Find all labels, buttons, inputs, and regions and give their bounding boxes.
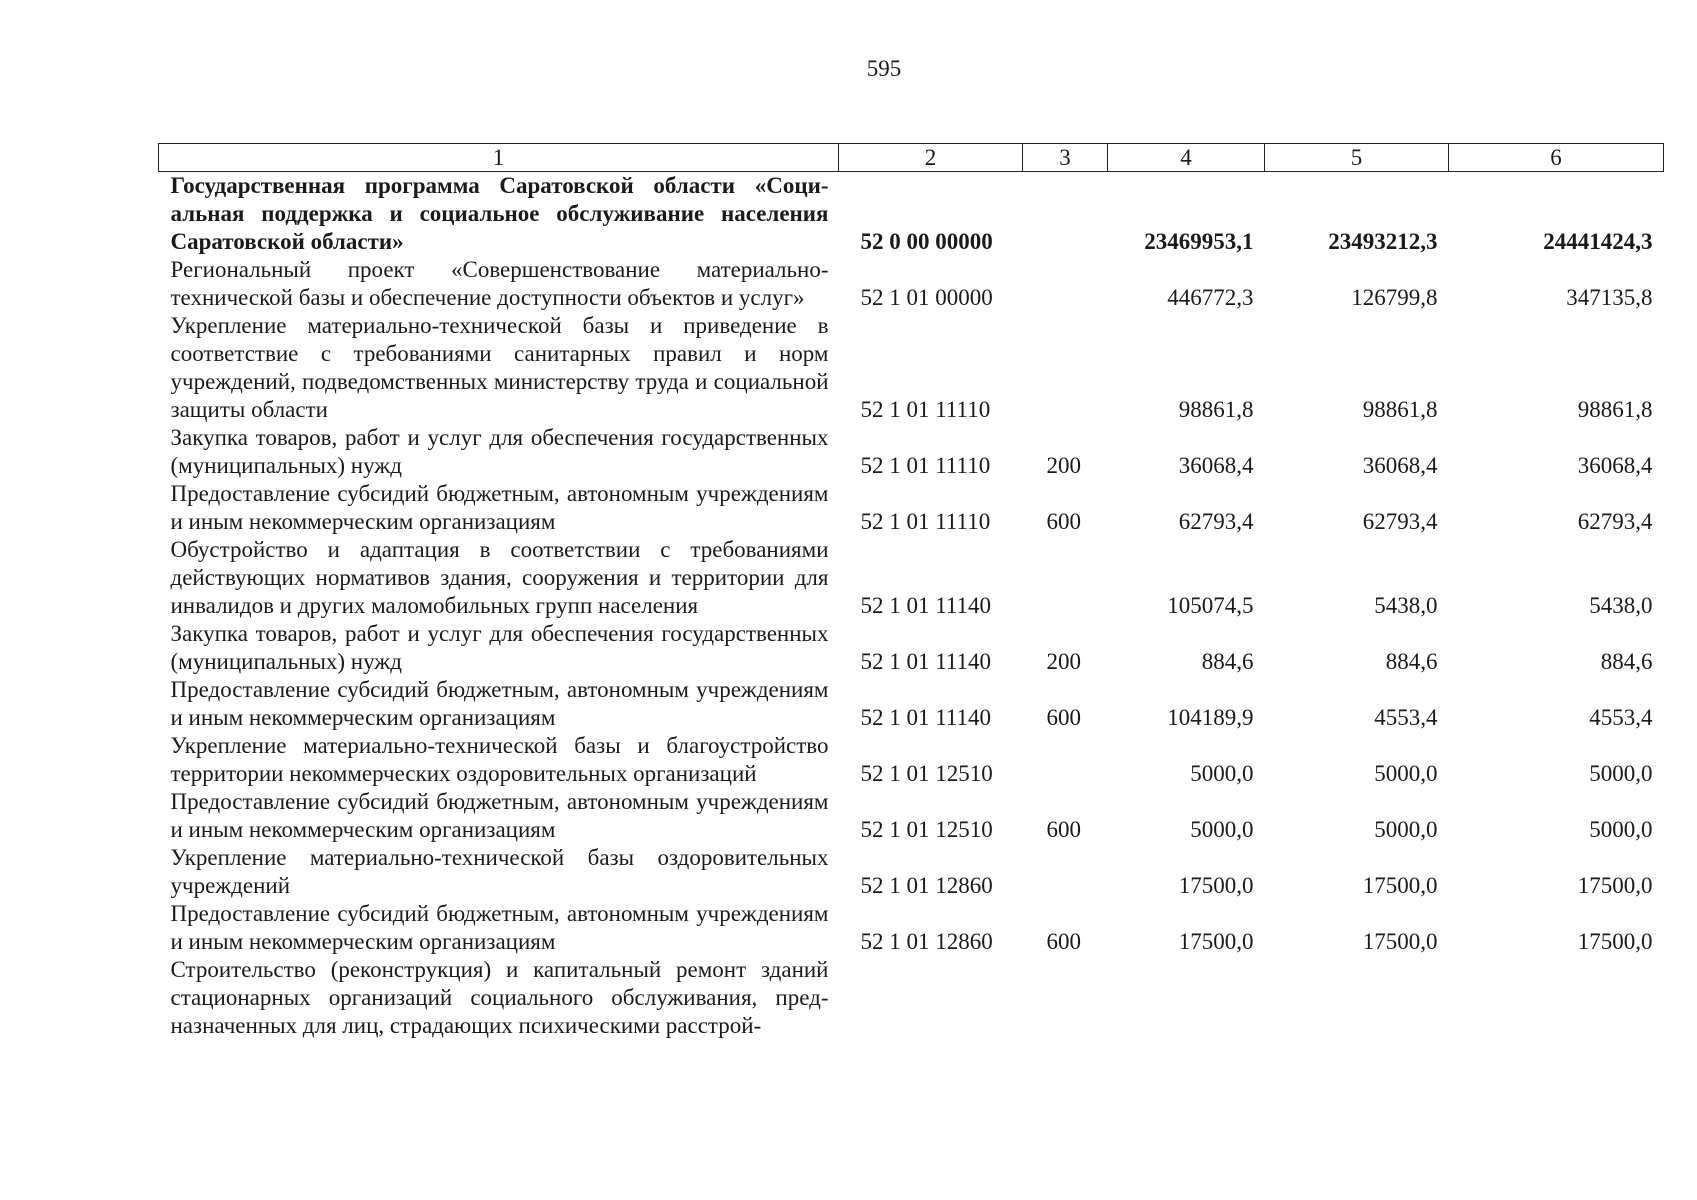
table-row xyxy=(159,312,1664,424)
row-value-col5: 17500,0 xyxy=(1362,929,1438,954)
row-value-col6 xyxy=(1449,956,1664,1040)
row-value-col4 xyxy=(1108,956,1265,1040)
table-header-row xyxy=(159,144,1664,172)
row-name: Предоставление субсидий бюджетным, автономным учреждениям и иным некоммерческим организациям xyxy=(170,481,829,534)
row-value-col4: 36068,4 xyxy=(1178,453,1254,478)
row-value-col4: 23469953,1 xyxy=(1144,229,1254,254)
row-expense-type xyxy=(1023,312,1108,424)
row-code: 52 1 01 00000 xyxy=(860,285,993,310)
row-value-col5: 17500,0 xyxy=(1362,873,1438,898)
row-value-col6: 5000,0 xyxy=(1589,761,1653,786)
row-expense-type xyxy=(1023,732,1108,788)
row-expense-type xyxy=(1023,536,1108,620)
table-row xyxy=(159,676,1664,732)
row-value-col4: 884,6 xyxy=(1201,649,1254,674)
row-value-col4: 104189,9 xyxy=(1167,705,1254,730)
row-value-col6: 4553,4 xyxy=(1589,705,1653,730)
row-code: 52 1 01 12510 xyxy=(860,817,993,842)
row-value-col5: 98861,8 xyxy=(1362,397,1438,422)
row-expense-type xyxy=(1023,844,1108,900)
row-code: 52 1 01 12860 xyxy=(860,873,993,898)
row-name: Предоставление субсидий бюджетным, автономным учреждениям и иным некоммерческим организациям xyxy=(170,677,829,730)
row-name: Предоставление субсидий бюджетным, автономным учреждениям и иным некоммерческим организациям xyxy=(170,901,829,954)
row-value-col4: 105074,5 xyxy=(1167,593,1254,618)
budget-table xyxy=(158,143,1664,1040)
row-expense-type: 200 xyxy=(1046,649,1081,674)
row-value-col6: 62793,4 xyxy=(1577,509,1653,534)
column-header-2: 2 xyxy=(839,144,1023,172)
table-row xyxy=(159,900,1664,956)
row-code: 52 1 01 11110 xyxy=(860,509,991,534)
row-code: 52 1 01 11140 xyxy=(860,593,992,618)
table-row xyxy=(159,844,1664,900)
row-value-col5: 126799,8 xyxy=(1351,285,1438,310)
row-value-col4: 62793,4 xyxy=(1178,509,1254,534)
row-expense-type xyxy=(1023,172,1108,257)
table-body xyxy=(159,172,1664,1041)
table-row xyxy=(159,536,1664,620)
row-expense-type: 600 xyxy=(1046,929,1081,954)
row-value-col4: 5000,0 xyxy=(1190,761,1254,786)
row-code: 52 1 01 11140 xyxy=(860,705,992,730)
page-number: 595 xyxy=(866,56,902,81)
column-header-1: 1 xyxy=(159,144,839,172)
row-value-col4: 446772,3 xyxy=(1167,285,1254,310)
row-name: Предоставление субсидий бюджетным, автономным учреждениям и иным некоммерческим организациям xyxy=(170,789,829,842)
row-value-col5: 23493212,3 xyxy=(1328,229,1438,254)
row-code: 52 1 01 12510 xyxy=(860,761,993,786)
row-expense-type: 600 xyxy=(1046,509,1081,534)
row-expense-type: 600 xyxy=(1046,817,1081,842)
row-name: Закупка товаров, работ и услуг для обеспечения государственных (муниципальных) нужд xyxy=(170,621,829,674)
row-value-col5: 5000,0 xyxy=(1374,761,1438,786)
row-name: Укрепление материально-технической базы и благоустройство территории некоммерческих оздоровительных организаций xyxy=(170,733,829,786)
column-header-6: 6 xyxy=(1449,144,1664,172)
row-value-col6: 24441424,3 xyxy=(1543,229,1653,254)
table-row xyxy=(159,732,1664,788)
row-value-col5: 62793,4 xyxy=(1362,509,1438,534)
row-name: Обустройство и адаптация в соответствии с требованиями действующих нормативов здания, сооружения и территории для инвалидов и других маломобильных групп населения xyxy=(170,537,829,618)
row-value-col4: 98861,8 xyxy=(1178,397,1254,422)
table-row xyxy=(159,256,1664,312)
row-value-col6: 17500,0 xyxy=(1577,929,1653,954)
row-value-col5 xyxy=(1265,956,1449,1040)
row-value-col5: 5438,0 xyxy=(1374,593,1438,618)
row-name: Закупка товаров, работ и услуг для обеспечения государственных (муниципальных) нужд xyxy=(170,425,829,478)
row-value-col6: 98861,8 xyxy=(1577,397,1653,422)
row-value-col6: 17500,0 xyxy=(1577,873,1653,898)
table-row xyxy=(159,620,1664,676)
table-row xyxy=(159,424,1664,480)
row-value-col6: 884,6 xyxy=(1600,649,1653,674)
row-value-col4: 5000,0 xyxy=(1190,817,1254,842)
row-expense-type xyxy=(1023,256,1108,312)
row-value-col6: 36068,4 xyxy=(1577,453,1653,478)
table-row xyxy=(159,956,1664,1040)
row-value-col5: 4553,4 xyxy=(1374,705,1438,730)
table-row xyxy=(159,480,1664,536)
table-row xyxy=(159,788,1664,844)
row-code: 52 1 01 11110 xyxy=(860,397,991,422)
row-value-col5: 884,6 xyxy=(1385,649,1438,674)
row-code: 52 1 01 11110 xyxy=(860,453,991,478)
row-name: Государственная программа Саратовской области «Социальная поддержка и социальное обслуживание населения Саратовской области» xyxy=(170,173,829,254)
column-header-3: 3 xyxy=(1023,144,1108,172)
column-header-4: 4 xyxy=(1108,144,1265,172)
row-expense-type: 200 xyxy=(1046,453,1081,478)
row-name: Укрепление материально-технической базы и приведение в соответствие с требованиями санитарных правил и норм учреждений, подведомственных министерству труда и социальной защиты области xyxy=(170,313,829,422)
row-value-col5: 5000,0 xyxy=(1374,817,1438,842)
row-code: 52 0 00 00000 xyxy=(860,229,993,254)
row-value-col6: 347135,8 xyxy=(1566,285,1653,310)
row-code: 52 1 01 11140 xyxy=(860,649,992,674)
row-name: Укрепление материально-технической базы оздоровительных учреждений xyxy=(170,845,829,898)
column-header-5: 5 xyxy=(1265,144,1449,172)
row-value-col5: 36068,4 xyxy=(1362,453,1438,478)
row-code xyxy=(839,956,1023,1040)
row-value-col4: 17500,0 xyxy=(1178,873,1254,898)
row-value-col6: 5438,0 xyxy=(1589,593,1653,618)
row-name: Строительство (реконструкция) и капитальный ремонт зданий стационарных организаций социального обслуживания, предназначенных для лиц, страдающих психическими расстрой- xyxy=(170,957,829,1038)
row-name: Региональный проект «Совершенствование материально-технической базы и обеспечение доступности объектов и услуг» xyxy=(170,257,829,310)
row-value-col6: 5000,0 xyxy=(1589,817,1653,842)
row-code: 52 1 01 12860 xyxy=(860,929,993,954)
table-row xyxy=(159,172,1664,257)
row-expense-type: 600 xyxy=(1046,705,1081,730)
row-expense-type xyxy=(1023,956,1108,1040)
row-value-col4: 17500,0 xyxy=(1178,929,1254,954)
